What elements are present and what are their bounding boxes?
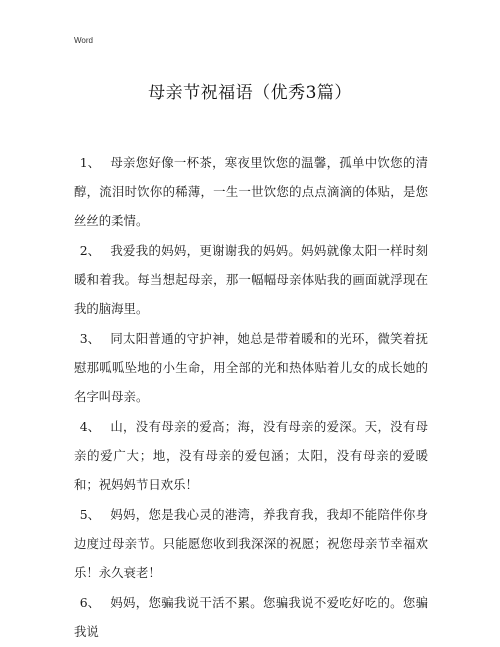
paragraph-number: 4、 bbox=[79, 419, 100, 434]
paragraph-number: 1、 bbox=[79, 155, 100, 170]
paragraph-text: 我爱我的妈妈，更谢谢我的妈妈。妈妈就像太阳一样时刻暖和着我。每当想起母亲，那一幅幅母亲体贴我的画面就浮现在我的脑海里。 bbox=[74, 243, 428, 316]
paragraph-number: 5、 bbox=[79, 507, 100, 522]
document-title: 母亲节祝福语（优秀3篇） bbox=[148, 83, 352, 103]
paragraph-2 bbox=[74, 236, 428, 323]
paragraph-1 bbox=[74, 148, 428, 235]
paragraph-6 bbox=[74, 588, 428, 646]
paragraph-text: 妈妈，您是我心灵的港湾，养我育我，我却不能陪伴你身边度过母亲节。只能愿您收到我深深的祝愿；祝您母亲节幸福欢乐！永久衰老！ bbox=[74, 507, 428, 580]
paragraph-number: 2、 bbox=[79, 243, 100, 258]
paragraph-text: 山，没有母亲的爱高；海，没有母亲的爱深。天，没有母亲的爱广大；地，没有母亲的爱包涵；太阳，没有母亲的爱暖和；祝妈妈节日欢乐！ bbox=[74, 419, 428, 492]
paragraph-number: 6、 bbox=[79, 595, 100, 610]
paragraph-text: 同太阳普通的守护神，她总是带着暖和的光环，微笑着抚慰那呱呱坠地的小生命，用全部的光和热体贴着儿女的成长她的名字叫母亲。 bbox=[74, 331, 428, 404]
app-header-label: Word bbox=[74, 36, 93, 45]
paragraph-4 bbox=[74, 412, 428, 499]
paragraph-3 bbox=[74, 324, 428, 411]
paragraph-text: 妈妈，您骗我说干活不累。您骗我说不爱吃好吃的。您骗我说 bbox=[74, 595, 428, 639]
paragraph-text: 母亲您好像一杯茶，寒夜里饮您的温馨，孤单中饮您的清醇，流泪时饮你的稀薄，一生一世饮您的点点滴滴的体贴，是您丝丝的柔情。 bbox=[74, 155, 428, 228]
document-body bbox=[74, 148, 428, 647]
paragraph-5 bbox=[74, 500, 428, 587]
paragraph-number: 3、 bbox=[79, 331, 100, 346]
